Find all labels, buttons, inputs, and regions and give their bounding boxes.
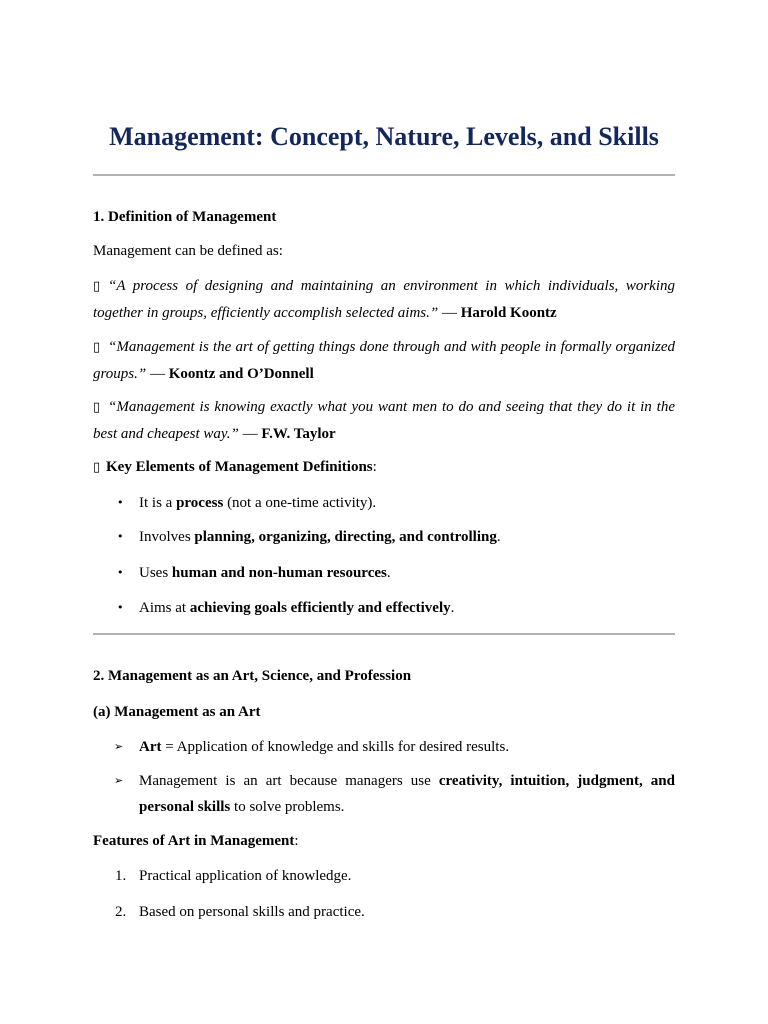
divider-middle <box>93 633 675 635</box>
item-text-pre: Management is an art because managers use <box>139 773 439 789</box>
item-text-post: . <box>496 529 501 545</box>
definition-quote-3 <box>93 394 675 447</box>
list-item <box>115 899 675 925</box>
item-text: Based on personal skills and practice. <box>139 904 365 920</box>
list-item <box>117 490 675 516</box>
item-text-bold: achieving goals efficiently and effectively <box>189 600 451 616</box>
divider-top <box>93 174 675 176</box>
section-2-subheading: (a) Management as an Art <box>93 704 261 720</box>
section-1-intro: Management can be defined as: <box>93 243 283 259</box>
features-heading <box>93 828 675 854</box>
item-text-bold: creativity, intuition, judgment, and personal skills <box>139 773 675 815</box>
list-number: 2. <box>115 904 127 920</box>
checkbox-icon: ▯ <box>93 460 101 475</box>
quote-box-icon: ▯ <box>93 279 101 294</box>
item-text-pre: Uses <box>139 565 172 581</box>
list-item <box>115 863 675 889</box>
section-2-heading: 2. Management as an Art, Science, and Profession <box>93 668 412 684</box>
item-text-post: . <box>386 565 391 581</box>
quote-text: “Management is knowing exactly what you want men to do and seeing that they do it in the best and cheapest way.” <box>93 399 675 442</box>
item-text-post: to solve problems. <box>230 799 345 815</box>
item-text-bold: human and non-human resources <box>171 565 387 581</box>
list-item <box>117 595 675 621</box>
list-item <box>114 768 675 820</box>
key-elements-heading <box>93 454 675 481</box>
item-text-pre: Involves <box>139 529 195 545</box>
list-number: 1. <box>115 868 127 884</box>
quote-box-icon: ▯ <box>93 400 101 415</box>
quote-text: “Management is the art of getting things done through and with people in formally organized groups.” <box>93 339 675 382</box>
section-1-heading: 1. Definition of Management <box>93 209 277 225</box>
bullet-icon: • <box>117 496 124 509</box>
arrow-bullet-icon: ➢ <box>114 740 124 753</box>
list-item <box>117 560 675 586</box>
quote-dash: — <box>238 426 262 442</box>
quote-dash: — <box>438 305 461 321</box>
item-text-pre: Aims at <box>139 600 190 616</box>
item-text: Practical application of knowledge. <box>139 868 352 884</box>
key-elements-colon: : <box>372 459 377 475</box>
quote-author: F.W. Taylor <box>261 426 336 442</box>
item-text-bold: planning, organizing, directing, and controlling <box>194 529 497 545</box>
arrow-bullet-icon: ➢ <box>114 774 124 787</box>
item-text-post: . <box>450 600 455 616</box>
features-colon: : <box>294 833 299 849</box>
bullet-icon: • <box>117 530 124 543</box>
item-text-post: = Application of knowledge and skills for desired results. <box>161 739 510 755</box>
item-text-bold: process <box>176 495 224 511</box>
quote-dash: — <box>146 366 169 382</box>
quote-box-icon: ▯ <box>93 340 101 355</box>
list-item <box>117 524 675 550</box>
quote-author: Koontz and O’Donnell <box>168 366 314 382</box>
item-text-post: (not a one-time activity). <box>223 495 377 511</box>
quote-author: Harold Koontz <box>460 305 557 321</box>
key-elements-heading-text: Key Elements of Management Definitions <box>106 459 373 475</box>
definition-quote-1 <box>93 273 675 326</box>
list-item <box>114 734 675 760</box>
item-text-bold: Art <box>139 739 162 755</box>
bullet-icon: • <box>117 601 124 614</box>
bullet-icon: • <box>117 566 124 579</box>
page-title: Management: Concept, Nature, Levels, and Skills <box>109 122 659 151</box>
quote-text: “A process of designing and maintaining an environment in which individuals, working together in groups, efficiently accomplish selected aims.” <box>93 278 675 321</box>
features-heading-text: Features of Art in Management <box>93 833 295 849</box>
definition-quote-2 <box>93 334 675 387</box>
item-text-pre: It is a <box>139 495 177 511</box>
